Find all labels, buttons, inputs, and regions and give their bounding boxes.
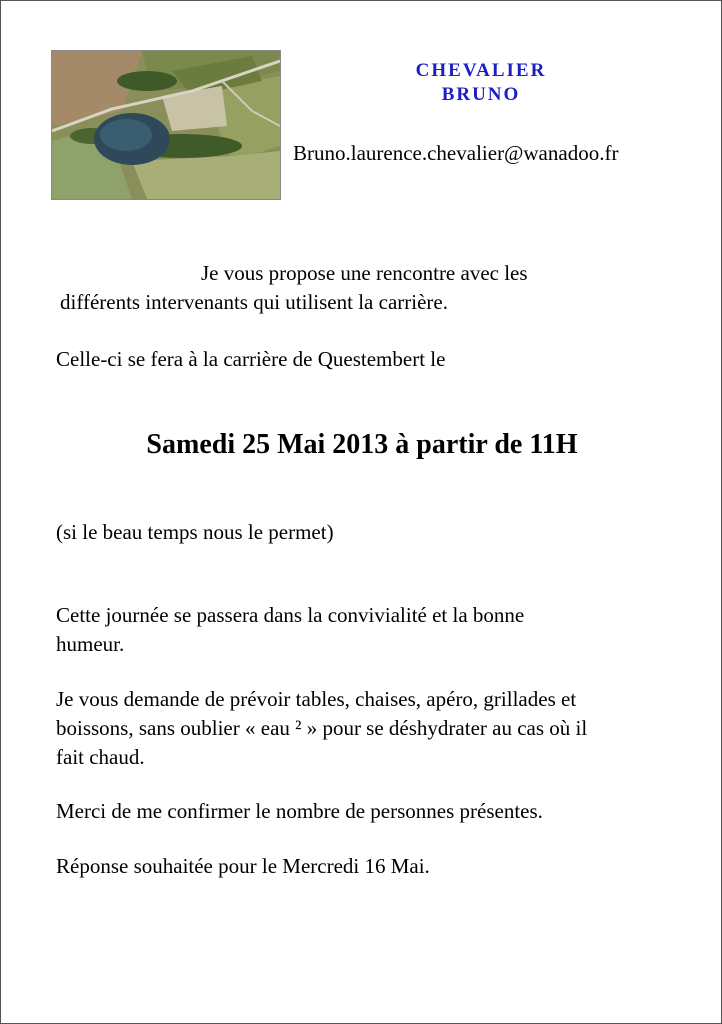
mood-line-1: Cette journée se passera dans la convivialité et la bonne (56, 603, 525, 627)
sender-surname: CHEVALIER (415, 60, 547, 81)
sender-name (381, 59, 581, 107)
confirm-paragraph: Merci de me confirmer le nombre de personnes présentes. (56, 799, 543, 823)
request-line-3: fait chaud. (56, 745, 145, 769)
request-line-1: Je vous demande de prévoir tables, chaises, apéro, grillades et (56, 687, 577, 711)
mood-line-2: humeur. (56, 632, 125, 656)
weather-note: (si le beau temps nous le permet) (56, 520, 334, 544)
location-paragraph: Celle-ci se fera à la carrière de Questembert le (56, 347, 446, 371)
intro-line-2: différents intervenants qui utilisent la carrière. (60, 290, 448, 314)
sender-email[interactable]: Bruno.laurence.chevalier@wanadoo.fr (293, 141, 619, 165)
aerial-quarry-photo (51, 50, 281, 200)
event-date-heading: Samedi 25 Mai 2013 à partir de 11H (146, 429, 578, 460)
intro-line-1: Je vous propose une rencontre avec les (201, 261, 528, 285)
request-line-2: boissons, sans oublier « eau ² » pour se déshydrater au cas où il (56, 716, 588, 740)
reply-paragraph: Réponse souhaitée pour le Mercredi 16 Mai. (56, 854, 430, 878)
sender-firstname: BRUNO (441, 84, 521, 105)
